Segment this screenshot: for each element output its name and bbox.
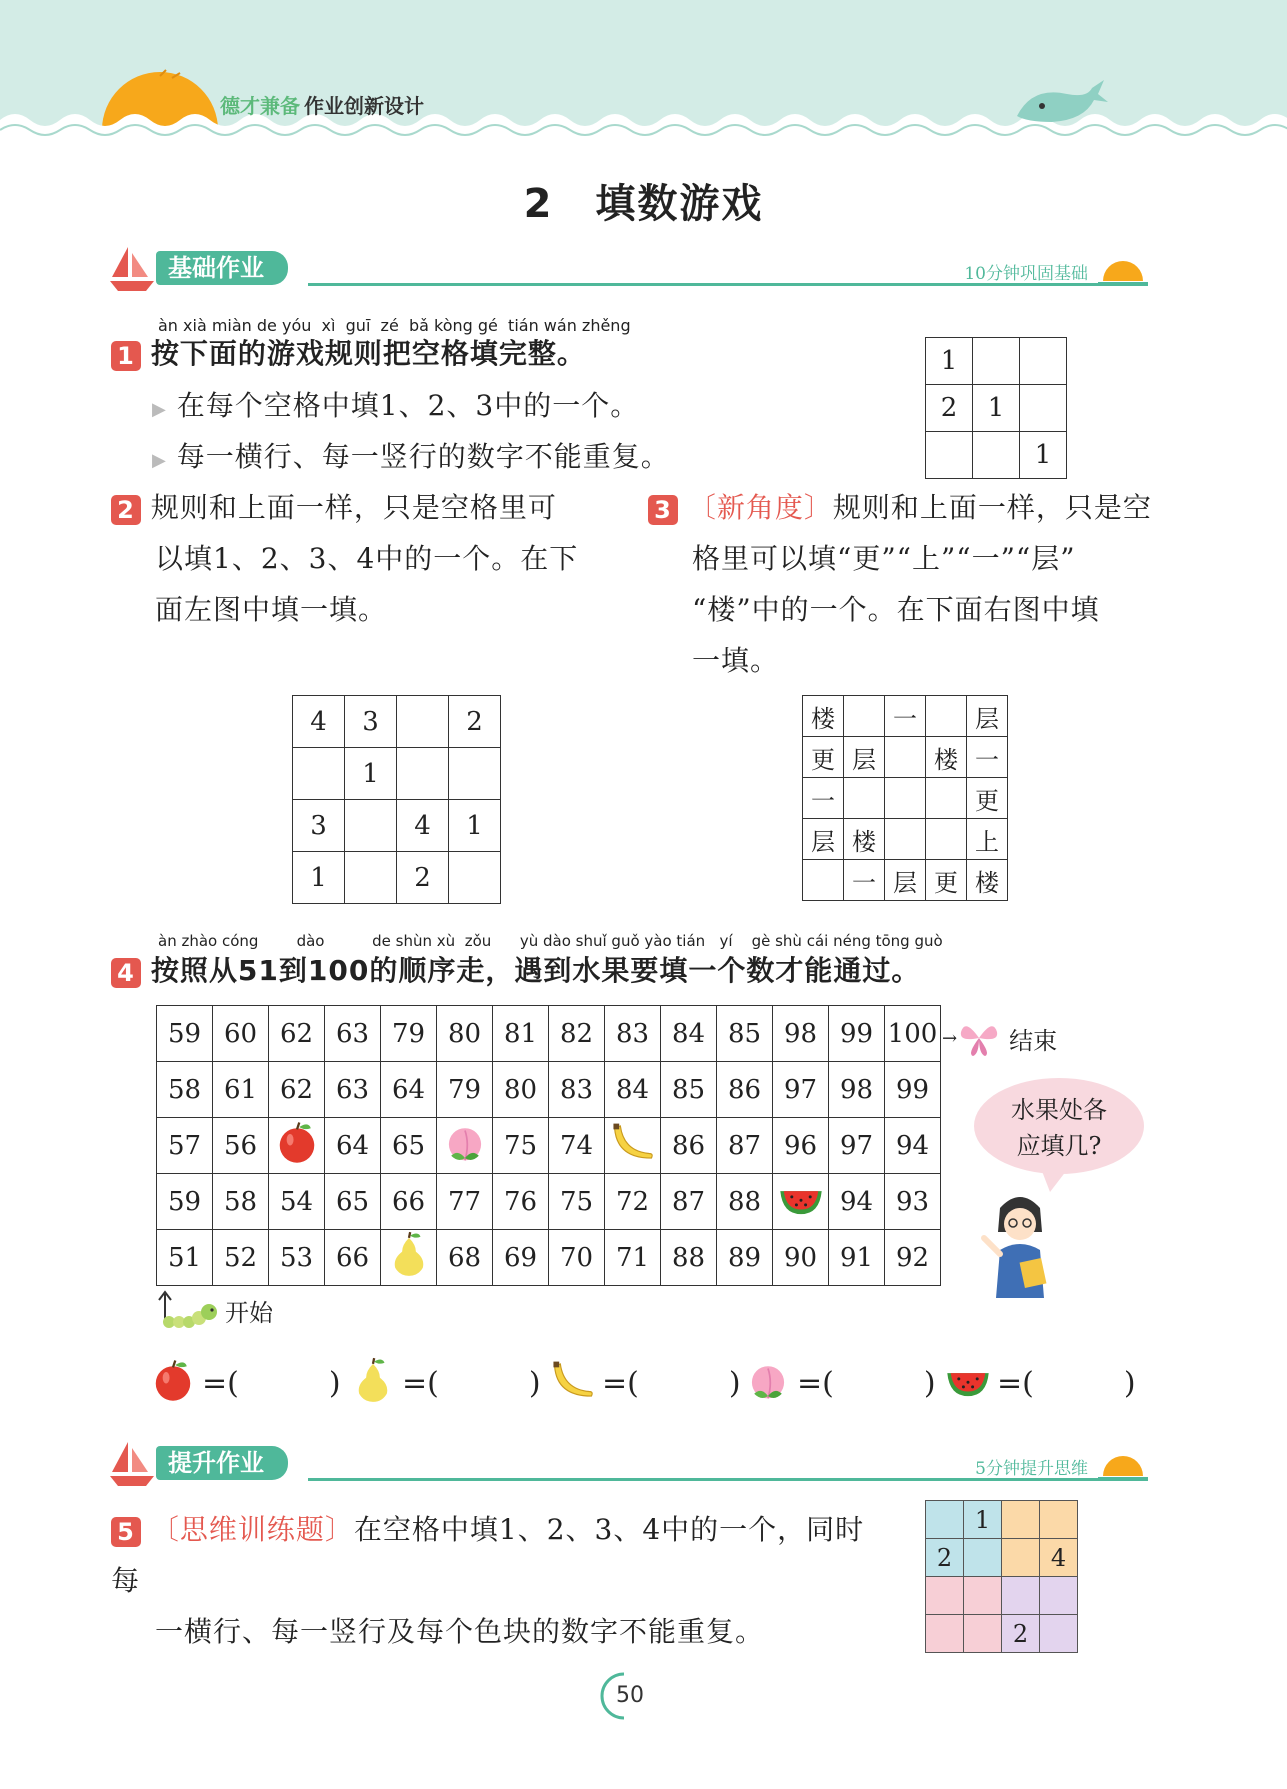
q2-line-2: 以填1、2、3、4中的一个。在下: [155, 542, 579, 575]
q3-cell[interactable]: [885, 737, 926, 778]
q5-cell[interactable]: 4: [1040, 1539, 1078, 1577]
maze-cell: 51: [157, 1230, 213, 1286]
fruit-answer-apple: [150, 1350, 341, 1410]
section-basic-hint: 10分钟巩固基础: [964, 264, 1088, 284]
q3-cell[interactable]: 楼: [926, 737, 967, 778]
q1-rule-1: ▶ 在每个空格中填1、2、3中的一个。: [152, 389, 640, 422]
whale-icon: [1012, 76, 1112, 126]
maze-cell: 94: [829, 1174, 885, 1230]
q3-cell[interactable]: [844, 696, 885, 737]
butterfly-icon: [957, 1018, 1001, 1058]
fruit-answer-pear: [350, 1350, 541, 1410]
maze-cell: 84: [661, 1006, 717, 1062]
maze-cell: 70: [549, 1230, 605, 1286]
maze-cell: 93: [885, 1174, 941, 1230]
maze-start-marker: [155, 1290, 273, 1330]
maze-cell: 87: [661, 1174, 717, 1230]
q3-line-2: 格里可以填“更”“上”“一”“层”: [692, 542, 1076, 575]
caterpillar-icon: [155, 1290, 219, 1330]
maze-cell: 83: [549, 1062, 605, 1118]
maze-cell: 97: [773, 1062, 829, 1118]
q2-grid: [292, 695, 501, 904]
maze-cell: 79: [381, 1006, 437, 1062]
q2-cell[interactable]: 1: [345, 748, 397, 800]
section-advanced-header: [108, 1440, 1148, 1490]
section-basic-header: [108, 245, 1148, 295]
page-header: [0, 0, 1287, 150]
q3-cell[interactable]: [885, 819, 926, 860]
maze-cell: 86: [717, 1062, 773, 1118]
q5-cell[interactable]: [964, 1577, 1002, 1615]
q2-cell[interactable]: 2: [397, 852, 449, 904]
peach-icon: [745, 1357, 791, 1403]
fruit-answer-blank[interactable]: =( ): [797, 1366, 936, 1401]
q1-cell[interactable]: [973, 338, 1020, 385]
q3-cell[interactable]: [926, 696, 967, 737]
q5-cell[interactable]: [964, 1539, 1002, 1577]
fruit-answer-banana: [550, 1350, 741, 1410]
q3-cell[interactable]: [844, 778, 885, 819]
q5-cell[interactable]: [1040, 1577, 1078, 1615]
q3-cell[interactable]: 楼: [967, 860, 1008, 901]
q3-prompt: [648, 482, 1168, 686]
q1-cell[interactable]: 1: [973, 385, 1020, 432]
q5-cell[interactable]: [1002, 1577, 1040, 1615]
q3-cell[interactable]: 层: [803, 819, 844, 860]
pear-icon: [386, 1231, 432, 1277]
q2-cell[interactable]: [397, 748, 449, 800]
q2-cell[interactable]: 3: [345, 696, 397, 748]
q3-line-4: 一填。: [692, 644, 780, 677]
maze-cell: 76: [493, 1174, 549, 1230]
q3-line-3: “楼”中的一个。在下面右图中填: [692, 593, 1100, 626]
q5-cell[interactable]: [1002, 1501, 1040, 1539]
q5-cell[interactable]: [1040, 1501, 1078, 1539]
pear-icon: [350, 1357, 396, 1403]
maze-row: [157, 1062, 941, 1118]
q1-number: 1: [111, 341, 141, 371]
q2-cell[interactable]: 1: [293, 852, 345, 904]
maze-cell: 72: [605, 1174, 661, 1230]
maze-cell: 62: [269, 1006, 325, 1062]
page-title: 2 填数游戏: [523, 181, 764, 227]
mini-sun-icon: [1098, 1442, 1148, 1482]
maze-fruit-cell: [605, 1118, 661, 1174]
q5-grid: [925, 1500, 1078, 1653]
maze-cell: 83: [605, 1006, 661, 1062]
apple-icon: [274, 1119, 320, 1165]
maze-cell: 85: [717, 1006, 773, 1062]
q5-cell[interactable]: [1002, 1539, 1040, 1577]
q2-number: 2: [111, 495, 141, 525]
watermelon-icon: [778, 1175, 824, 1221]
maze-cell: 99: [885, 1062, 941, 1118]
q1-pinyin: àn xià miàn de yóu xì guī zé bǎ kòng gé tián wán zhěng: [158, 316, 631, 335]
number-maze: [156, 1005, 941, 1286]
watermelon-icon: [945, 1357, 991, 1403]
bubble-line-2: 应填几?: [1016, 1132, 1102, 1160]
section-advanced-label: 提升作业: [156, 1446, 288, 1480]
maze-cell: 65: [381, 1118, 437, 1174]
q3-cell[interactable]: 层: [844, 737, 885, 778]
fruit-answer-row: [150, 1350, 1150, 1410]
maze-cell: 58: [213, 1174, 269, 1230]
q5-cell[interactable]: [926, 1501, 964, 1539]
q1-cell[interactable]: [1020, 338, 1067, 385]
fruit-answer-blank[interactable]: =( ): [997, 1366, 1136, 1401]
q5-cell[interactable]: [964, 1615, 1002, 1653]
q5-row: [926, 1501, 1078, 1539]
q1-rule-2: ▶ 每一横行、每一竖行的数字不能重复。: [152, 440, 670, 473]
q3-cell[interactable]: 更: [803, 737, 844, 778]
q3-cell[interactable]: 楼: [844, 819, 885, 860]
maze-fruit-cell: [269, 1118, 325, 1174]
maze-cell: 71: [605, 1230, 661, 1286]
maze-cell: 54: [269, 1174, 325, 1230]
maze-cell: 99: [829, 1006, 885, 1062]
banana-icon: [610, 1119, 656, 1165]
maze-cell: 75: [493, 1118, 549, 1174]
maze-cell: 97: [829, 1118, 885, 1174]
maze-cell: 74: [549, 1118, 605, 1174]
q4-text: 按照从51到100的顺序走，遇到水果要填一个数才能通过。: [150, 954, 921, 987]
q2-cell[interactable]: 1: [449, 800, 501, 852]
q5-cell[interactable]: 1: [964, 1501, 1002, 1539]
peach-icon: [442, 1119, 488, 1165]
maze-cell: 77: [437, 1174, 493, 1230]
q5-row: [926, 1577, 1078, 1615]
fruit-answer-peach: [745, 1350, 936, 1410]
q4-prompt: [111, 945, 920, 996]
maze-cell: 79: [437, 1062, 493, 1118]
maze-cell: 63: [325, 1062, 381, 1118]
maze-cell: 58: [157, 1062, 213, 1118]
maze-cell: 60: [213, 1006, 269, 1062]
q2-cell[interactable]: 3: [293, 800, 345, 852]
maze-cell: 91: [829, 1230, 885, 1286]
q5-tag: 〔思维训练题〕: [150, 1513, 354, 1546]
maze-cell: 98: [773, 1006, 829, 1062]
q2-cell[interactable]: [449, 852, 501, 904]
q4-number: 4: [111, 958, 141, 988]
maze-fruit-cell: [437, 1118, 493, 1174]
q2-prompt: [111, 482, 631, 635]
page-number-text: 50: [616, 1683, 644, 1708]
maze-cell: 66: [325, 1230, 381, 1286]
fruit-answer-blank[interactable]: =( ): [602, 1366, 741, 1401]
maze-end-marker: → 结束: [942, 1018, 1057, 1058]
sailboat-icon: [108, 1440, 158, 1488]
brand-green-text: 德才兼备: [220, 94, 300, 118]
maze-cell: 68: [437, 1230, 493, 1286]
q2-cell[interactable]: [449, 748, 501, 800]
maze-cell: 52: [213, 1230, 269, 1286]
maze-cell: 53: [269, 1230, 325, 1286]
maze-cell: 85: [661, 1062, 717, 1118]
q5-cell[interactable]: 2: [926, 1539, 964, 1577]
q3-cell[interactable]: [926, 778, 967, 819]
maze-cell: 80: [493, 1062, 549, 1118]
q3-cell[interactable]: [926, 819, 967, 860]
q1-cell[interactable]: 2: [926, 385, 973, 432]
q3-cell[interactable]: 一: [967, 737, 1008, 778]
maze-cell: 64: [381, 1062, 437, 1118]
q4-pinyin: àn zhào cóng dào de shùn xù zǒu yù dào shuǐ guǒ yào tián yí gè shù cái néng tōng guò: [158, 932, 943, 950]
maze-cell: 63: [325, 1006, 381, 1062]
q1-rule-2-text: 每一横行、每一竖行的数字不能重复。: [176, 440, 670, 473]
maze-cell: 86: [661, 1118, 717, 1174]
apple-icon: [150, 1357, 196, 1403]
maze-cell: 59: [157, 1174, 213, 1230]
teacher-illustration: [980, 1190, 1060, 1300]
q5-cell[interactable]: [1040, 1615, 1078, 1653]
maze-cell: 65: [325, 1174, 381, 1230]
end-label: 结束: [1009, 1026, 1058, 1055]
maze-cell: 75: [549, 1174, 605, 1230]
maze-fruit-cell: [773, 1174, 829, 1230]
maze-cell: 66: [381, 1174, 437, 1230]
q1-cell[interactable]: 1: [1020, 432, 1067, 479]
maze-cell: 64: [325, 1118, 381, 1174]
maze-row: [157, 1006, 941, 1062]
maze-row: [157, 1118, 941, 1174]
maze-cell: 62: [269, 1062, 325, 1118]
q5-number: 5: [111, 1517, 141, 1547]
maze-cell: 94: [885, 1118, 941, 1174]
maze-cell: 82: [549, 1006, 605, 1062]
maze-cell: 88: [717, 1174, 773, 1230]
q2-cell[interactable]: [345, 852, 397, 904]
q3-cell[interactable]: 一: [803, 778, 844, 819]
q3-cell[interactable]: 层: [885, 860, 926, 901]
q3-cell[interactable]: 更: [926, 860, 967, 901]
maze-cell: 89: [717, 1230, 773, 1286]
q5-row: [926, 1615, 1078, 1653]
q2-line-1: 规则和上面一样，只是空格里可: [150, 491, 557, 524]
maze-cell: 61: [213, 1062, 269, 1118]
bubble-line-1: 水果处各: [1011, 1096, 1107, 1124]
q2-cell[interactable]: 4: [293, 696, 345, 748]
section-advanced-hint: 5分钟提升思维: [975, 1459, 1088, 1479]
maze-row: [157, 1174, 941, 1230]
q5-line-1: 在空格中填1、2、3、4中的一个，同时每: [111, 1513, 865, 1597]
fruit-answer-blank[interactable]: =( ): [202, 1366, 341, 1401]
section-basic-label: 基础作业: [156, 251, 288, 285]
q3-cell[interactable]: 上: [967, 819, 1008, 860]
page-number: [600, 1666, 660, 1726]
q3-cell[interactable]: 一: [844, 860, 885, 901]
maze-row: [157, 1230, 941, 1286]
maze-cell: 100: [885, 1006, 941, 1062]
maze-cell: 81: [493, 1006, 549, 1062]
mini-sun-icon: [1098, 247, 1148, 287]
q3-line-1: 规则和上面一样，只是空: [832, 491, 1152, 524]
q1-cell[interactable]: [973, 432, 1020, 479]
q3-cell[interactable]: 更: [967, 778, 1008, 819]
start-label: 开始: [225, 1298, 273, 1327]
q3-cell[interactable]: 楼: [803, 696, 844, 737]
fruit-answer-watermelon: [945, 1350, 1136, 1410]
q3-cell[interactable]: [885, 778, 926, 819]
q3-cell[interactable]: 层: [967, 696, 1008, 737]
q1-cell[interactable]: [926, 432, 973, 479]
sailboat-icon: [108, 245, 158, 293]
q1-grid: [925, 337, 1067, 479]
q1-prompt: [111, 328, 586, 379]
brand-black-text: 作业创新设计: [304, 94, 424, 118]
q3-cell[interactable]: 一: [885, 696, 926, 737]
maze-cell: 90: [773, 1230, 829, 1286]
fruit-answer-blank[interactable]: =( ): [402, 1366, 541, 1401]
q1-rule-1-text: 在每个空格中填1、2、3中的一个。: [176, 389, 640, 422]
maze-cell: 59: [157, 1006, 213, 1062]
maze-cell: 87: [717, 1118, 773, 1174]
maze-cell: 69: [493, 1230, 549, 1286]
q3-cell[interactable]: [803, 860, 844, 901]
q5-cell[interactable]: [926, 1615, 964, 1653]
maze-cell: 84: [605, 1062, 661, 1118]
q5-row: [926, 1539, 1078, 1577]
maze-cell: 57: [157, 1118, 213, 1174]
q2-cell[interactable]: 4: [397, 800, 449, 852]
maze-cell: 98: [829, 1062, 885, 1118]
q1-cell[interactable]: [1020, 385, 1067, 432]
q2-line-3: 面左图中填一填。: [155, 593, 388, 626]
q5-prompt: [111, 1504, 891, 1657]
q5-cell[interactable]: 2: [1002, 1615, 1040, 1653]
q3-grid: [802, 695, 1008, 901]
q1-text: 按下面的游戏规则把空格填完整。: [150, 337, 586, 370]
q5-cell[interactable]: [926, 1577, 964, 1615]
q2-cell[interactable]: [397, 696, 449, 748]
hint-speech-bubble: [974, 1078, 1144, 1174]
brand-title: [220, 90, 424, 119]
maze-cell: 80: [437, 1006, 493, 1062]
maze-cell: 56: [213, 1118, 269, 1174]
maze-cell: 92: [885, 1230, 941, 1286]
q2-cell[interactable]: 2: [449, 696, 501, 748]
q3-tag: 〔新角度〕: [687, 491, 833, 524]
banana-icon: [550, 1357, 596, 1403]
q2-cell[interactable]: [293, 748, 345, 800]
maze-cell: 96: [773, 1118, 829, 1174]
q5-line-2: 一横行、每一竖行及每个色块的数字不能重复。: [155, 1615, 765, 1648]
maze-cell: 88: [661, 1230, 717, 1286]
q3-number: 3: [648, 495, 678, 525]
q1-cell[interactable]: 1: [926, 338, 973, 385]
maze-fruit-cell: [381, 1230, 437, 1286]
q2-cell[interactable]: [345, 800, 397, 852]
